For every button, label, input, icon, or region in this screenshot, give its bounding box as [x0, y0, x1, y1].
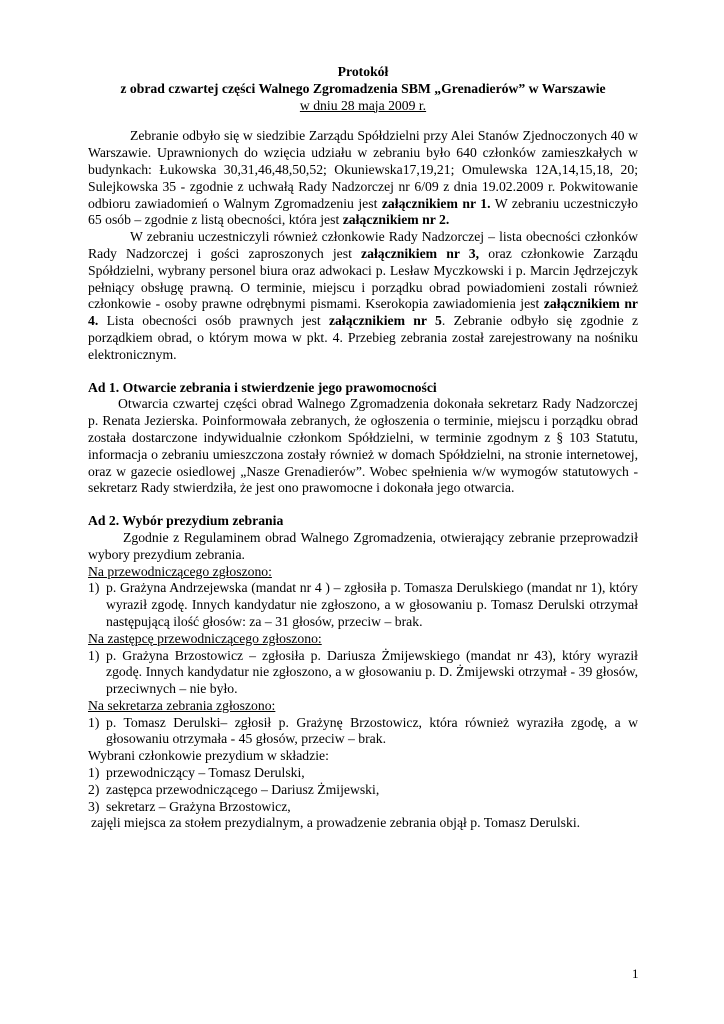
ad2-closing: zajęli miejsca za stołem prezydialnym, a prowadzenie zebrania objął p. Tomasz Derulski.: [91, 815, 581, 831]
chair-nomination: 1) p. Grażyna Andrzejewska (mandat nr 4 ) – zgłosiła p. Tomasza Derulskiego (mandat nr 1), który wyraził zgodę. Innych kandydatur nie zgłoszono, a w głosowaniu p. Tomasz Derulski otrzymał następującą ilość głosów: za – 31 głosów, przeciw – brak.: [88, 580, 638, 629]
intro-paragraph-1: Zebranie odbyło się w siedzibie Zarządu Spółdzielni przy Alei Stanów Zjednoczonych 40 w Warszawie. Uprawnionych do wzięcia udziału w zebraniu było 640 członków zamieszkałych w budynkach: Łukowska 30,31,46,48,50,52; Okuniewska17,19,21; Omulewska 12A,14,15,18, 20; Sulejkowska 35 - zgodnie z uchwałą Rady Nadzorczej nr 6/09 z dnia 19.02.2009 r. Pokwitowanie odbioru zawiadomień o Walnym Zgromadzeniu jest załącznikiem nr 1. W zebraniu uczestniczyło 65 osób – zgodnie z listą obecności, która jest załącznikiem nr 2.: [88, 128, 639, 228]
member-item: 2) zastępca przewodniczącego – Dariusz Żmijewski,: [88, 781, 380, 797]
document-subtitle: z obrad czwartej części Walnego Zgromadzenia SBM „Grenadierów” w Warszawie: [120, 80, 606, 96]
ad2-paragraph: Zgodnie z Regulaminem obrad Walnego Zgromadzenia, otwierający zebranie przeprowadził wybory prezydium zebrania.: [88, 529, 638, 562]
attachment-ref-1: załącznikiem nr 1.: [381, 195, 491, 211]
page-number: 1: [632, 966, 639, 981]
chair-label: Na przewodniczącego zgłoszono:: [88, 563, 272, 579]
secretary-label: Na sekretarza zebrania zgłoszono:: [88, 697, 276, 713]
attachment-ref-4: załącznikiem nr 4.: [88, 296, 639, 329]
ad2-heading: Ad 2. Wybór prezydium zebrania: [88, 513, 284, 529]
document-page: [88, 64, 638, 832]
ad1-heading: Ad 1. Otwarcie zebrania i stwierdzenie jego prawomocności: [88, 379, 437, 395]
member-item: 3) sekretarz – Grażyna Brzostowicz,: [88, 798, 291, 814]
deputy-label: Na zastępcę przewodniczącego zgłoszono:: [88, 630, 322, 646]
attachment-ref-3: załącznikiem nr 3,: [361, 245, 480, 261]
ad1-paragraph: Otwarcia czwartej części obrad Walnego Zgromadzenia dokonała sekretarz Rady Nadzorczej p. Renata Jezierska. Poinformowała zebranych, że ogłoszenia o terminie, miejscu i porządku obrad została dostarczone indywidualnie członkom Spółdzielni, w terminie zgodnym z § 103 Statutu, informacja o zebraniu umieszczona zostały również w domach Spółdzielni, na stronie internetowej, oraz w gazecie osiedlowej „Nasze Grenadierów”. Wobec spełnienia w/w wymogów statutowych - sekretarz Rady stwierdziła, że jest ono prawomocne i dokonała jego otwarcia.: [88, 396, 638, 496]
attachment-ref-5: załącznikiem nr 5: [328, 313, 442, 329]
document-title: Protokół: [337, 64, 389, 79]
deputy-nomination: 1) p. Grażyna Brzostowicz – zgłosiła p. Dariusza Żmijewskiego (mandat nr 43), który wyraził zgodę. Innych kandydatur nie zgłoszono, a w głosowaniu p. D. Żmijewski otrzymał - 39 głosów, przeciwnych – nie było.: [88, 647, 638, 697]
elected-label: Wybrani członkowie prezydium w składzie:: [88, 748, 329, 764]
document-date: w dniu 28 maja 2009 r.: [299, 97, 427, 113]
secretary-nomination: 1) p. Tomasz Derulski– zgłosił p. Grażynę Brzostowicz, która również wyraziła zgodę, a w głosowaniu otrzymała - 45 głosów, przeciw – brak.: [88, 714, 638, 747]
attachment-ref-2: załącznikiem nr 2.: [342, 212, 450, 228]
intro-paragraph-2: W zebraniu uczestniczyli również członkowie Rady Nadzorczej – lista obecności członków Rady Nadzorczej i gości zaproszonych jest załącznikiem nr 3, oraz członkowie Zarządu Spółdzielni, wybrany personel biura oraz adwokaci p. Lesław Myczkowski i p. Marcin Jędrzejczyk pełniący obsługę prawną. O terminie, miejscu i porządku obrad powiadomieni zostali również członkowie - osoby prawne odrębnymi pismami. Kserokopia zawiadomienia jest załącznikiem nr 4. Lista obecności osób prawnych jest załącznikiem nr 5. Zebranie odbyło się zgodnie z porządkiem obrad, o którym mowa w pkt. 4. Przebieg zebrania został zarejestrowany na nośniku elektronicznym.: [88, 229, 639, 362]
member-item: 1) przewodniczący – Tomasz Derulski,: [88, 765, 305, 781]
